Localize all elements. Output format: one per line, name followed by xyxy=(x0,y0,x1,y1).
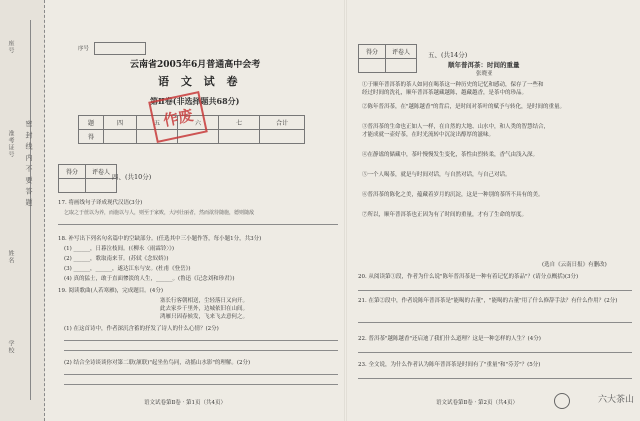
exam-title: 云南省2005年6月普通高中会考 xyxy=(130,60,261,70)
school-label: 学校 xyxy=(7,340,14,354)
q18-3: (3) ______，______，遂达江东与安。(杜甫《登岳》) xyxy=(64,266,191,272)
paper-title: 语 文 试 卷 xyxy=(158,75,242,88)
score-header-1: 四 xyxy=(104,116,137,130)
answer-line[interactable] xyxy=(64,350,338,351)
q21: 21. 在第②段中，作者说陈年普洱茶是"能喝的古董"，"能喝的古董"用了什么修辞手法？有什么作用？(2分) xyxy=(358,298,618,304)
grader-box xyxy=(358,44,417,73)
seal-line xyxy=(30,20,31,400)
q18-2: (2) ______，歌取南来节。(苏轼《念奴娇》) xyxy=(64,256,169,262)
passage-p2: ②陈年普洱茶，在"越陈越香"的背后，是时间对茶叶的赋予与转化，是时间的重量。 xyxy=(362,104,566,110)
right-page xyxy=(352,0,637,421)
passage-p4: ④在静谧的储藏中，茶叶慢慢发生变化，茶性由烈转柔，香气由浅入深。 xyxy=(362,152,539,158)
q18-4: (4) 真的猛士，敢于直面惨淡的人生，______。(鲁迅《记念刘和珍君》) xyxy=(64,276,235,282)
grader-score-label: 得分 xyxy=(359,45,386,59)
passage-p3b: 才能成就一壶好茶，在时光流转中沉淀出醇厚的滋味。 xyxy=(362,132,495,138)
passage-p5: ⑤一个人喝茶，就是与时间对话，与自然对话，与自己对话。 xyxy=(362,172,511,178)
score-header-3: 六 xyxy=(178,116,219,130)
watermark: 六大茶山 xyxy=(597,395,634,405)
q19: 19. 阅读歌曲(人若寒雁)，完成题目。(4分) xyxy=(58,288,164,294)
q18: 18. 补写出下列名句名篇中的空缺部分。(任选其中三小题作答，每小题1分，共3分) xyxy=(58,236,262,242)
q22: 22. 普洱茶"越陈越香"还启迪了我们什么道理？这是一种怎样的人生？(4分) xyxy=(358,336,541,342)
score-cell[interactable] xyxy=(260,130,305,144)
q17-text: 乞取之于蔗以为养，而施以与人，则至于家败，大河壮丽者，然而欲待随施，德则随敌 xyxy=(64,210,255,216)
right-footer: 语文试卷第Ⅱ卷 · 第2页（共4页） xyxy=(436,400,518,406)
answer-line[interactable] xyxy=(358,352,632,353)
watermark-logo-icon xyxy=(554,393,570,409)
answer-line[interactable] xyxy=(64,340,338,341)
passage-p6: ⑥普洱茶的陈化之美，蕴藏着岁月的沉淀，这是一种别的茶所不具有的美。 xyxy=(362,192,544,198)
q19-2: (2) 结合全诗谈谈你对第二联(颔联)"起坐鱼鸟同，动摇山水影"的理解。(2分) xyxy=(64,360,251,366)
section5-title: 五、(共14分) xyxy=(428,51,468,59)
grader-cell[interactable] xyxy=(59,179,86,193)
answer-line[interactable] xyxy=(64,384,338,385)
score-cell[interactable] xyxy=(104,130,137,144)
seal-instruction: 密 封 线 内 不 要 答 题 xyxy=(25,120,33,207)
seq-label: 序号 xyxy=(78,46,90,52)
void-stamp: 作废 xyxy=(148,91,208,143)
score-cell[interactable] xyxy=(219,130,260,144)
section4-title: 四、(共10分) xyxy=(112,173,152,181)
score-header-0: 题 xyxy=(79,116,104,130)
answer-line[interactable] xyxy=(358,322,632,323)
left-footer: 语文试卷第Ⅱ卷 · 第1页（共4页） xyxy=(144,400,226,406)
score-row-label: 得 xyxy=(79,130,104,144)
exam-no-label: 准考证号 xyxy=(7,130,14,158)
page-fold xyxy=(344,0,347,421)
grader-name-label: 评卷人 xyxy=(386,45,417,59)
q19-1: (1) 在这首诗中，作者深沉含蓄的抒发了诗人的什么心情？(2分) xyxy=(64,326,219,332)
passage-title: 顺年普洱茶：时间的重量 xyxy=(448,61,520,69)
answer-line[interactable] xyxy=(358,290,632,291)
score-header-5: 合计 xyxy=(260,116,305,130)
grader-cell[interactable] xyxy=(359,59,386,73)
answer-line[interactable] xyxy=(64,374,338,375)
grader-box xyxy=(58,164,117,193)
passage-source: (选自《云南日报》有删改) xyxy=(542,262,607,268)
passage-p3: ③普洱茶的生命也正如人一样，在自然的大地、山水中，和人类的智慧结合， xyxy=(362,124,550,130)
poem-line-3: 鸿雁只因春候发，飞来飞去意何之。 xyxy=(160,314,249,320)
q17: 17. 将画线句子译成现代汉语(3分) xyxy=(58,200,143,206)
seal-margin xyxy=(0,0,45,421)
q18-1: (1) ______，日暮泣枝间。(《柳永〈雨霖铃〉》) xyxy=(64,246,175,252)
name-label: 姓名 xyxy=(7,250,14,264)
passage-p1b: 经过时间的洗礼，顺年普洱茶越藏越陈，越藏越香，是茶中的珍品。 xyxy=(362,90,528,96)
score-header-4: 七 xyxy=(219,116,260,130)
grader-cell[interactable] xyxy=(386,59,417,73)
poem-line-1: 塞长行客朝相送，尘轻落日又向开。 xyxy=(160,298,249,304)
score-header-2: 五 xyxy=(137,116,178,130)
seq-box[interactable] xyxy=(94,42,146,55)
poem-line-2: 此去家乡千里外，边城依旧在山间。 xyxy=(160,306,249,312)
part-title: 第Ⅱ卷(非选择题共68分) xyxy=(150,96,240,106)
answer-line[interactable] xyxy=(358,378,632,379)
seat-label: 座号 xyxy=(7,40,14,54)
q23: 23. 全文说，为什么作者认为陈年普洱茶是时间有了"重量"和"芬芳"？(5分) xyxy=(358,362,541,368)
answer-line[interactable] xyxy=(58,224,338,225)
grader-name-label: 评卷人 xyxy=(86,165,117,179)
passage-author: 张晓亚 xyxy=(476,71,493,77)
grader-score-label: 得分 xyxy=(59,165,86,179)
left-page xyxy=(50,0,340,421)
passage-p1: ①于顺年普洱茶的茶人如同在喝茶这一种历史的记忆和感动，保存了一些和 xyxy=(362,82,544,88)
q20: 20. 从阅读第①段，作者为什么说"陈年普洱茶是一种有着记忆的茶品"？(请分点概括)(3分) xyxy=(358,274,579,280)
passage-p7: ⑦所以，顺年普洱茶也正因为有了时间的重量，才有了生命的厚度。 xyxy=(362,212,528,218)
